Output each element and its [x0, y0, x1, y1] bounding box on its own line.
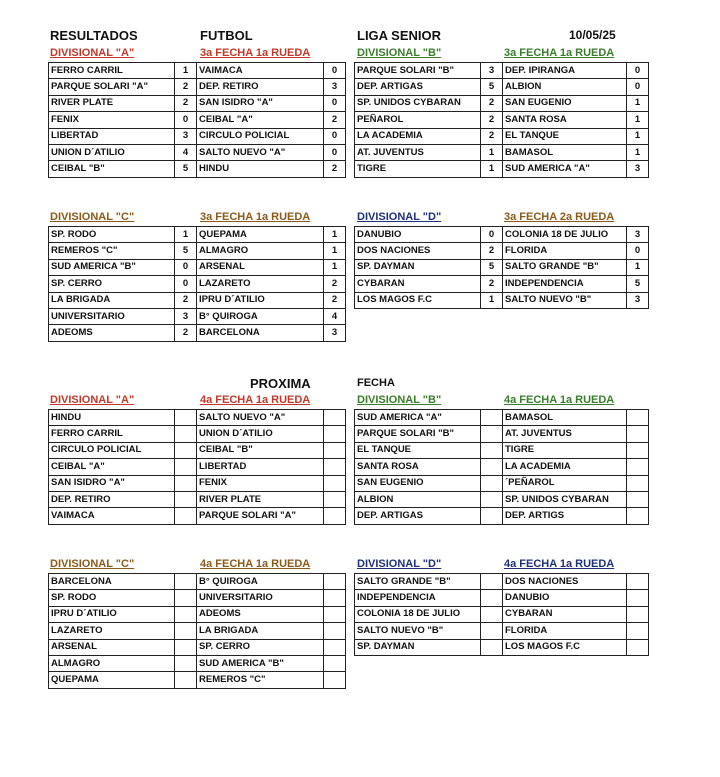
- home-score-cell: 2: [175, 79, 197, 95]
- home-team-cell: BARCELONA: [49, 574, 175, 590]
- away-team-cell: SAN ISIDRO "A": [197, 95, 324, 111]
- home-score-cell: 3: [175, 308, 197, 324]
- table-row: [49, 79, 346, 95]
- table-row: [49, 655, 346, 671]
- away-team-cell: REMEROS "C": [197, 672, 324, 688]
- table-row: [355, 95, 649, 111]
- away-team-cell: SP. UNIDOS CYBARAN: [503, 491, 627, 507]
- home-team-cell: SP. DAYMAN: [355, 639, 481, 655]
- away-score-cell: 1: [324, 243, 346, 259]
- home-team-cell: ALMAGRO: [49, 655, 175, 671]
- home-team-cell: SAN ISIDRO "A": [49, 475, 175, 491]
- home-score-cell: 2: [481, 128, 503, 144]
- home-team-cell: ARSENAL: [49, 639, 175, 655]
- table-row: [49, 508, 346, 524]
- away-score-cell: 3: [324, 325, 346, 341]
- proxima-heading: PROXIMA: [250, 376, 311, 391]
- away-team-cell: EL TANQUE: [503, 128, 627, 144]
- away-team-cell: LOS MAGOS F.C: [503, 639, 627, 655]
- home-team-cell: ADEOMS: [49, 325, 175, 341]
- home-team-cell: DEP. ARTIGAS: [355, 508, 481, 524]
- home-score-cell: 0: [481, 227, 503, 243]
- home-score-cell: [175, 459, 197, 475]
- table-row: [355, 161, 649, 177]
- home-team-cell: SUD AMERICA "A": [355, 410, 481, 426]
- away-team-cell: ALBION: [503, 79, 627, 95]
- proxima-divb-title: DIVISIONAL "B": [357, 394, 442, 406]
- away-team-cell: HINDU: [197, 161, 324, 177]
- home-team-cell: CIRCULO POLICIAL: [49, 442, 175, 458]
- table-row: [355, 112, 649, 128]
- away-score-cell: 0: [627, 79, 649, 95]
- away-team-cell: SUD AMERICA "B": [197, 655, 324, 671]
- home-score-cell: 1: [481, 161, 503, 177]
- table-row: [49, 325, 346, 341]
- home-team-cell: FERRO CARRIL: [49, 426, 175, 442]
- table-row: [49, 639, 346, 655]
- table-row: [355, 410, 649, 426]
- home-team-cell: SALTO NUEVO "B": [355, 623, 481, 639]
- table-row: [49, 292, 346, 308]
- home-score-cell: 2: [175, 95, 197, 111]
- home-team-cell: UNIVERSITARIO: [49, 308, 175, 324]
- table-row: [355, 574, 649, 590]
- proxima-divd-title: DIVISIONAL "D": [357, 558, 442, 570]
- away-score-cell: [324, 459, 346, 475]
- table-row: [49, 95, 346, 111]
- home-team-cell: DANUBIO: [355, 227, 481, 243]
- results-divb-title: DIVISIONAL "B": [357, 47, 442, 59]
- away-score-cell: [324, 442, 346, 458]
- away-score-cell: [324, 508, 346, 524]
- date-label: 10/05/25: [569, 28, 616, 42]
- away-score-cell: [627, 442, 649, 458]
- away-team-cell: TIGRE: [503, 442, 627, 458]
- home-score-cell: 2: [175, 325, 197, 341]
- home-team-cell: COLONIA 18 DE JULIO: [355, 606, 481, 622]
- away-team-cell: LA ACADEMIA: [503, 459, 627, 475]
- home-score-cell: 0: [175, 276, 197, 292]
- away-score-cell: [324, 410, 346, 426]
- home-team-cell: LOS MAGOS F.C: [355, 292, 481, 308]
- table-row: [49, 259, 346, 275]
- home-team-cell: VAIMACA: [49, 508, 175, 524]
- away-team-cell: BAMASOL: [503, 410, 627, 426]
- away-team-cell: ALMAGRO: [197, 243, 324, 259]
- away-team-cell: ARSENAL: [197, 259, 324, 275]
- home-team-cell: AT. JUVENTUS: [355, 144, 481, 160]
- away-score-cell: [627, 475, 649, 491]
- home-score-cell: [175, 623, 197, 639]
- away-team-cell: AT. JUVENTUS: [503, 426, 627, 442]
- home-score-cell: 0: [175, 259, 197, 275]
- home-score-cell: [175, 426, 197, 442]
- proxima-diva-fecha: 4a FECHA 1a RUEDA: [200, 394, 311, 406]
- away-score-cell: [324, 590, 346, 606]
- home-team-cell: PARQUE SOLARI "B": [355, 426, 481, 442]
- away-score-cell: [324, 623, 346, 639]
- away-team-cell: CIRCULO POLICIAL: [197, 128, 324, 144]
- table-row: [355, 144, 649, 160]
- table-row: [49, 491, 346, 507]
- away-score-cell: 0: [324, 63, 346, 79]
- home-team-cell: SP. RODO: [49, 590, 175, 606]
- table-row: [355, 623, 649, 639]
- results-diva-fecha: 3a FECHA 1a RUEDA: [200, 47, 311, 59]
- table-row: [49, 276, 346, 292]
- home-score-cell: [175, 508, 197, 524]
- home-score-cell: 1: [175, 63, 197, 79]
- table-row: [49, 161, 346, 177]
- results-divb-table: [354, 62, 649, 178]
- away-score-cell: 3: [627, 161, 649, 177]
- home-score-cell: [175, 410, 197, 426]
- proxima-divc-title: DIVISIONAL "C": [50, 558, 135, 570]
- futbol-heading: FUTBOL: [200, 28, 253, 43]
- away-score-cell: 0: [324, 128, 346, 144]
- away-score-cell: 2: [324, 112, 346, 128]
- table-row: [49, 144, 346, 160]
- home-score-cell: [481, 639, 503, 655]
- table-row: [355, 128, 649, 144]
- home-score-cell: [481, 590, 503, 606]
- home-team-cell: SUD AMERICA "B": [49, 259, 175, 275]
- away-score-cell: [324, 491, 346, 507]
- home-team-cell: REMEROS "C": [49, 243, 175, 259]
- home-score-cell: [481, 410, 503, 426]
- away-score-cell: 1: [627, 259, 649, 275]
- away-score-cell: [627, 623, 649, 639]
- results-diva-table: [48, 62, 346, 178]
- home-score-cell: [175, 491, 197, 507]
- away-team-cell: SANTA ROSA: [503, 112, 627, 128]
- table-row: [49, 442, 346, 458]
- away-team-cell: SALTO NUEVO "A": [197, 410, 324, 426]
- away-team-cell: FENIX: [197, 475, 324, 491]
- away-team-cell: LIBERTAD: [197, 459, 324, 475]
- table-row: [49, 574, 346, 590]
- home-team-cell: SALTO GRANDE "B": [355, 574, 481, 590]
- home-team-cell: FERRO CARRIL: [49, 63, 175, 79]
- away-score-cell: 0: [627, 243, 649, 259]
- away-team-cell: COLONIA 18 DE JULIO: [503, 227, 627, 243]
- home-team-cell: CEIBAL "B": [49, 161, 175, 177]
- home-score-cell: 4: [175, 144, 197, 160]
- home-team-cell: DEP. ARTIGAS: [355, 79, 481, 95]
- away-score-cell: 1: [627, 95, 649, 111]
- home-score-cell: 2: [481, 276, 503, 292]
- table-row: [49, 606, 346, 622]
- home-score-cell: [175, 475, 197, 491]
- away-team-cell: LAZARETO: [197, 276, 324, 292]
- home-team-cell: LA BRIGADA: [49, 292, 175, 308]
- home-team-cell: UNION D´ATILIO: [49, 144, 175, 160]
- away-score-cell: [627, 459, 649, 475]
- table-row: [49, 128, 346, 144]
- away-score-cell: [324, 426, 346, 442]
- table-row: [49, 459, 346, 475]
- away-score-cell: [627, 508, 649, 524]
- home-score-cell: 3: [175, 128, 197, 144]
- home-team-cell: PARQUE SOLARI "A": [49, 79, 175, 95]
- away-team-cell: ADEOMS: [197, 606, 324, 622]
- home-team-cell: SP. UNIDOS CYBARAN: [355, 95, 481, 111]
- home-score-cell: [481, 426, 503, 442]
- table-row: [355, 639, 649, 655]
- results-divd-title: DIVISIONAL "D": [357, 211, 442, 223]
- away-team-cell: DANUBIO: [503, 590, 627, 606]
- away-score-cell: 2: [324, 161, 346, 177]
- home-team-cell: INDEPENDENCIA: [355, 590, 481, 606]
- proxima-diva-table: [48, 409, 346, 525]
- table-row: [49, 112, 346, 128]
- away-score-cell: 0: [324, 144, 346, 160]
- away-team-cell: ´PEÑAROL: [503, 475, 627, 491]
- home-score-cell: [175, 639, 197, 655]
- results-divd-table: [354, 226, 649, 309]
- home-team-cell: LIBERTAD: [49, 128, 175, 144]
- home-team-cell: PEÑAROL: [355, 112, 481, 128]
- home-score-cell: 2: [481, 95, 503, 111]
- table-row: [49, 410, 346, 426]
- away-team-cell: SP. CERRO: [197, 639, 324, 655]
- resultados-heading: RESULTADOS: [50, 28, 138, 43]
- table-row: [49, 590, 346, 606]
- home-score-cell: 5: [175, 161, 197, 177]
- home-score-cell: [175, 606, 197, 622]
- home-team-cell: SAN EUGENIO: [355, 475, 481, 491]
- home-score-cell: 1: [175, 227, 197, 243]
- away-score-cell: 1: [324, 259, 346, 275]
- away-team-cell: FLORIDA: [503, 623, 627, 639]
- away-team-cell: DOS NACIONES: [503, 574, 627, 590]
- results-diva-title: DIVISIONAL "A": [50, 47, 135, 59]
- home-score-cell: [481, 574, 503, 590]
- proxima-divd-fecha: 4a FECHA 1a RUEDA: [504, 558, 615, 570]
- away-team-cell: IPRU D´ATILIO: [197, 292, 324, 308]
- away-team-cell: SUD AMERICA "A": [503, 161, 627, 177]
- table-row: [355, 79, 649, 95]
- away-score-cell: [627, 606, 649, 622]
- away-score-cell: 1: [627, 112, 649, 128]
- home-team-cell: DEP. RETIRO: [49, 491, 175, 507]
- table-row: [355, 227, 649, 243]
- home-team-cell: QUEPAMA: [49, 672, 175, 688]
- proxima-divc-fecha: 4a FECHA 1a RUEDA: [200, 558, 311, 570]
- home-score-cell: [481, 606, 503, 622]
- home-score-cell: [481, 475, 503, 491]
- table-row: [355, 63, 649, 79]
- table-row: [355, 442, 649, 458]
- table-row: [49, 426, 346, 442]
- home-team-cell: EL TANQUE: [355, 442, 481, 458]
- away-score-cell: [324, 639, 346, 655]
- away-team-cell: B° QUIROGA: [197, 308, 324, 324]
- results-divc-fecha: 3a FECHA 1a RUEDA: [200, 211, 311, 223]
- table-row: [355, 590, 649, 606]
- table-row: [355, 426, 649, 442]
- away-team-cell: INDEPENDENCIA: [503, 276, 627, 292]
- away-team-cell: CEIBAL "B": [197, 442, 324, 458]
- home-score-cell: [175, 655, 197, 671]
- results-divc-title: DIVISIONAL "C": [50, 211, 135, 223]
- table-row: [355, 508, 649, 524]
- home-team-cell: ALBION: [355, 491, 481, 507]
- home-score-cell: [175, 442, 197, 458]
- away-score-cell: [627, 491, 649, 507]
- away-team-cell: SALTO GRANDE "B": [503, 259, 627, 275]
- away-team-cell: CYBARAN: [503, 606, 627, 622]
- away-score-cell: 1: [627, 144, 649, 160]
- table-row: [355, 259, 649, 275]
- table-row: [355, 606, 649, 622]
- home-team-cell: IPRU D´ATILIO: [49, 606, 175, 622]
- away-score-cell: [324, 672, 346, 688]
- results-divd-fecha: 3a FECHA 2a RUEDA: [504, 211, 615, 223]
- home-team-cell: HINDU: [49, 410, 175, 426]
- away-score-cell: 1: [627, 128, 649, 144]
- home-team-cell: LAZARETO: [49, 623, 175, 639]
- fecha-heading: FECHA: [357, 377, 395, 389]
- table-row: [355, 491, 649, 507]
- home-score-cell: 0: [175, 112, 197, 128]
- away-score-cell: 3: [627, 292, 649, 308]
- away-score-cell: [324, 475, 346, 491]
- table-row: [49, 672, 346, 688]
- home-score-cell: 5: [481, 259, 503, 275]
- away-score-cell: 2: [324, 292, 346, 308]
- home-team-cell: SANTA ROSA: [355, 459, 481, 475]
- away-score-cell: [627, 410, 649, 426]
- table-row: [49, 227, 346, 243]
- away-team-cell: B° QUIROGA: [197, 574, 324, 590]
- table-row: [49, 63, 346, 79]
- home-score-cell: [481, 442, 503, 458]
- home-team-cell: CEIBAL "A": [49, 459, 175, 475]
- away-team-cell: DEP. ARTIGS: [503, 508, 627, 524]
- home-team-cell: SP. RODO: [49, 227, 175, 243]
- home-score-cell: 5: [481, 79, 503, 95]
- home-score-cell: [481, 491, 503, 507]
- home-score-cell: 5: [175, 243, 197, 259]
- home-score-cell: 2: [175, 292, 197, 308]
- away-team-cell: FLORIDA: [503, 243, 627, 259]
- away-score-cell: [324, 574, 346, 590]
- proxima-divb-fecha: 4a FECHA 1a RUEDA: [504, 394, 615, 406]
- table-row: [49, 623, 346, 639]
- away-score-cell: 3: [627, 227, 649, 243]
- away-score-cell: [627, 426, 649, 442]
- away-score-cell: 2: [324, 276, 346, 292]
- away-score-cell: [627, 639, 649, 655]
- away-team-cell: DEP. RETIRO: [197, 79, 324, 95]
- away-score-cell: 1: [324, 227, 346, 243]
- proxima-divc-table: [48, 573, 346, 689]
- proxima-diva-title: DIVISIONAL "A": [50, 394, 135, 406]
- away-score-cell: 4: [324, 308, 346, 324]
- away-score-cell: 5: [627, 276, 649, 292]
- table-row: [355, 276, 649, 292]
- home-score-cell: [175, 672, 197, 688]
- home-team-cell: LA ACADEMIA: [355, 128, 481, 144]
- home-score-cell: 1: [481, 144, 503, 160]
- home-score-cell: [481, 623, 503, 639]
- home-team-cell: TIGRE: [355, 161, 481, 177]
- home-team-cell: SP. DAYMAN: [355, 259, 481, 275]
- away-team-cell: UNION D´ATILIO: [197, 426, 324, 442]
- home-score-cell: 1: [481, 292, 503, 308]
- home-team-cell: FENIX: [49, 112, 175, 128]
- table-row: [49, 308, 346, 324]
- table-row: [355, 243, 649, 259]
- away-score-cell: [627, 574, 649, 590]
- liga-heading: LIGA SENIOR: [357, 28, 442, 43]
- results-divb-fecha: 3a FECHA 1a RUEDA: [504, 47, 615, 59]
- table-row: [355, 459, 649, 475]
- proxima-divd-table: [354, 573, 649, 656]
- home-team-cell: DOS NACIONES: [355, 243, 481, 259]
- table-row: [355, 292, 649, 308]
- table-row: [49, 243, 346, 259]
- home-score-cell: 3: [481, 63, 503, 79]
- home-score-cell: [175, 574, 197, 590]
- away-team-cell: SALTO NUEVO "A": [197, 144, 324, 160]
- away-team-cell: SAN EUGENIO: [503, 95, 627, 111]
- away-team-cell: RIVER PLATE: [197, 491, 324, 507]
- home-score-cell: [175, 590, 197, 606]
- table-row: [355, 475, 649, 491]
- away-team-cell: BAMASOL: [503, 144, 627, 160]
- home-score-cell: [481, 459, 503, 475]
- home-team-cell: RIVER PLATE: [49, 95, 175, 111]
- away-team-cell: SALTO NUEVO "B": [503, 292, 627, 308]
- away-team-cell: LA BRIGADA: [197, 623, 324, 639]
- away-team-cell: BARCELONA: [197, 325, 324, 341]
- away-score-cell: [627, 590, 649, 606]
- away-team-cell: PARQUE SOLARI "A": [197, 508, 324, 524]
- away-team-cell: UNIVERSITARIO: [197, 590, 324, 606]
- away-team-cell: DEP. IPIRANGA: [503, 63, 627, 79]
- proxima-divb-table: [354, 409, 649, 525]
- away-score-cell: [324, 655, 346, 671]
- home-team-cell: SP. CERRO: [49, 276, 175, 292]
- home-team-cell: CYBARAN: [355, 276, 481, 292]
- home-team-cell: PARQUE SOLARI "B": [355, 63, 481, 79]
- away-score-cell: 0: [324, 95, 346, 111]
- away-team-cell: VAIMACA: [197, 63, 324, 79]
- away-score-cell: [324, 606, 346, 622]
- results-divc-table: [48, 226, 346, 342]
- table-row: [49, 475, 346, 491]
- home-score-cell: 2: [481, 112, 503, 128]
- home-score-cell: 2: [481, 243, 503, 259]
- away-score-cell: 3: [324, 79, 346, 95]
- home-score-cell: [481, 508, 503, 524]
- away-score-cell: 0: [627, 63, 649, 79]
- away-team-cell: CEIBAL "A": [197, 112, 324, 128]
- away-team-cell: QUEPAMA: [197, 227, 324, 243]
